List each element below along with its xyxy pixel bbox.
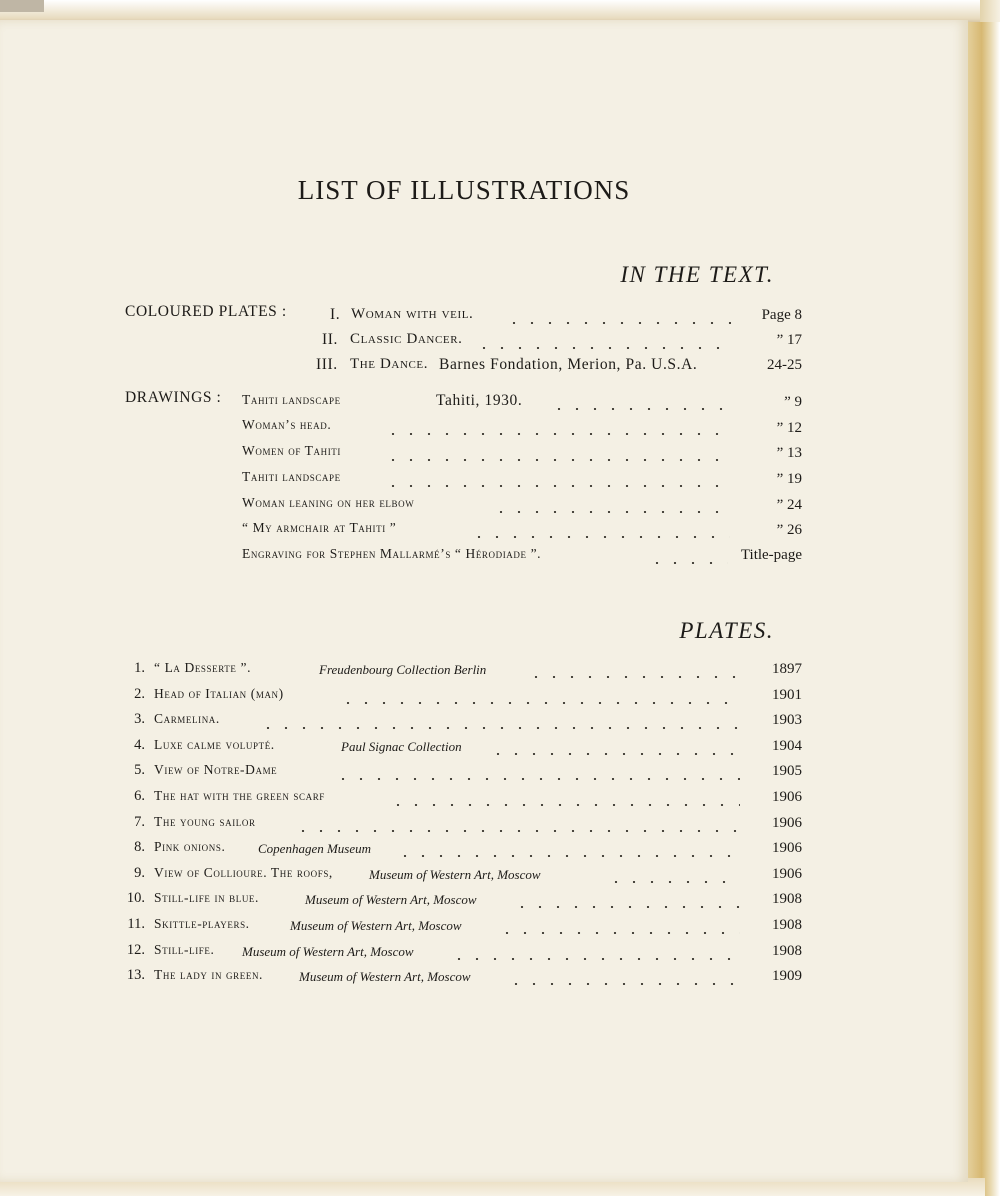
plate-title: Skittle-players.: [154, 916, 250, 931]
plate-title: The young sailor: [154, 813, 256, 829]
plate-collection: Museum of Western Art, Moscow: [369, 866, 541, 882]
dot-leader: [294, 830, 740, 832]
dot-leader: [505, 322, 731, 324]
dot-leader: [607, 881, 740, 883]
plate-year: 1906: [772, 789, 802, 805]
plate-title: Carmelina.: [154, 711, 220, 727]
dot-leader: [396, 855, 740, 857]
plate-year: 1903: [772, 712, 802, 729]
plate-number: 12.: [126, 941, 145, 958]
plate-title: Still-life in blue.: [154, 890, 260, 906]
plate-title: The lady in green.: [154, 967, 264, 983]
plate-year: 1908: [772, 942, 802, 959]
plate-collection: Museum of Western Art, Moscow: [305, 892, 477, 908]
dot-leader: [470, 536, 730, 538]
plate-collection: Freudenbourg Collection Berlin: [319, 662, 487, 677]
dot-leader: [450, 958, 740, 960]
entry-detail: Barnes Fondation, Merion, Pa. U.S.A.: [439, 356, 698, 373]
entry-title: Engraving for Stephen Mallarmé’s “ Hérodiade ”.: [242, 546, 542, 561]
plate-year: 1906: [772, 814, 802, 831]
plate-collection: Paul Signac Collection: [341, 738, 462, 754]
plate-number: 6.: [134, 788, 145, 804]
plate-year: 1906: [772, 840, 802, 857]
entry-page: 24-25: [767, 357, 802, 373]
plate-year: 1897: [772, 661, 802, 677]
dot-leader: [489, 753, 740, 755]
dot-leader: [389, 804, 740, 806]
plate-title: Still-life.: [154, 941, 215, 957]
plate-number: 1.: [134, 660, 145, 676]
dot-leader: [384, 459, 730, 461]
plate-number: 7.: [134, 813, 145, 830]
entry-title: Woman leaning on her elbow: [242, 495, 415, 510]
drawings-label: DRAWINGS :: [125, 389, 222, 406]
plate-year: 1908: [772, 917, 802, 933]
dot-leader: [259, 727, 740, 729]
entry-number: III.: [316, 356, 338, 373]
entry-page: ” 9: [784, 394, 802, 410]
plate-number: 5.: [134, 762, 145, 779]
dot-leader: [334, 778, 740, 780]
plate-year: 1905: [772, 763, 802, 780]
plate-year: 1906: [772, 865, 802, 882]
plate-title: The hat with the green scarf: [154, 788, 325, 803]
plate-collection: Copenhagen Museum: [258, 841, 372, 857]
entry-page: Page 8: [761, 307, 802, 323]
section-heading-plates: PLATES.: [679, 618, 774, 643]
plate-title: Pink onions.: [154, 839, 226, 855]
dot-leader: [475, 347, 731, 349]
dot-leader: [498, 932, 740, 934]
entry-page: ” 24: [776, 497, 802, 513]
plate-title: “ La Desserte ”.: [154, 660, 252, 675]
plate-number: 13.: [126, 967, 145, 984]
entry-page: ” 13: [776, 445, 802, 461]
entry-title: “ My armchair at Tahiti ”: [242, 520, 397, 535]
coloured-plates-label: COLOURED PLATES :: [125, 303, 287, 320]
dot-leader: [492, 511, 730, 513]
entry-page: ” 17: [776, 332, 802, 348]
entry-title: Tahiti landscape: [242, 392, 341, 407]
plate-number: 8.: [134, 839, 145, 856]
entry-title: Woman with veil.: [351, 306, 474, 322]
plate-year: 1901: [772, 686, 802, 703]
plate-year: 1904: [772, 737, 802, 754]
entry-page: Title-page: [740, 547, 802, 563]
entry-detail: Tahiti, 1930.: [436, 392, 523, 409]
dot-leader: [648, 562, 728, 564]
page-title: LIST OF ILLUSTRATIONS: [297, 175, 631, 205]
plate-year: 1908: [772, 891, 802, 908]
spine-tape: [0, 0, 44, 12]
plate-collection: Museum of Western Art, Moscow: [299, 969, 471, 985]
entry-page: ” 19: [776, 471, 802, 487]
plate-number: 4.: [134, 736, 145, 753]
entry-title: Women of Tahiti: [242, 443, 341, 458]
document-page: [0, 20, 968, 1182]
dot-leader: [527, 676, 740, 678]
plate-title: Luxe calme volupté.: [154, 736, 275, 752]
plate-number: 11.: [127, 916, 145, 932]
dot-leader: [513, 906, 740, 908]
dot-leader: [550, 408, 730, 410]
plate-title: Head of Italian (man): [154, 685, 284, 701]
plate-number: 3.: [134, 711, 145, 728]
plate-collection: Museum of Western Art, Moscow: [290, 918, 462, 933]
plate-number: 10.: [126, 890, 145, 907]
plate-collection: Museum of Western Art, Moscow: [242, 943, 414, 959]
plate-year: 1909: [772, 968, 802, 985]
entry-title: Classic Dancer.: [350, 331, 463, 347]
dot-leader: [507, 983, 740, 985]
entry-title: Woman’s head.: [242, 417, 332, 432]
plate-title: View of Notre-Dame: [154, 762, 278, 778]
section-heading-in-the-text: IN THE TEXT.: [620, 262, 774, 287]
entry-number: II.: [322, 331, 338, 348]
dot-leader: [339, 702, 740, 704]
entry-number: I.: [330, 306, 341, 323]
entry-page: ” 12: [776, 420, 802, 436]
dot-leader: [384, 485, 730, 487]
plate-title: View of Collioure. The roofs,: [154, 864, 333, 880]
entry-title: The Dance.: [350, 356, 429, 372]
plate-number: 2.: [134, 685, 145, 702]
entry-page: ” 26: [776, 522, 802, 538]
entry-title: Tahiti landscape: [242, 469, 341, 484]
plate-number: 9.: [134, 864, 145, 881]
dot-leader: [384, 433, 730, 435]
